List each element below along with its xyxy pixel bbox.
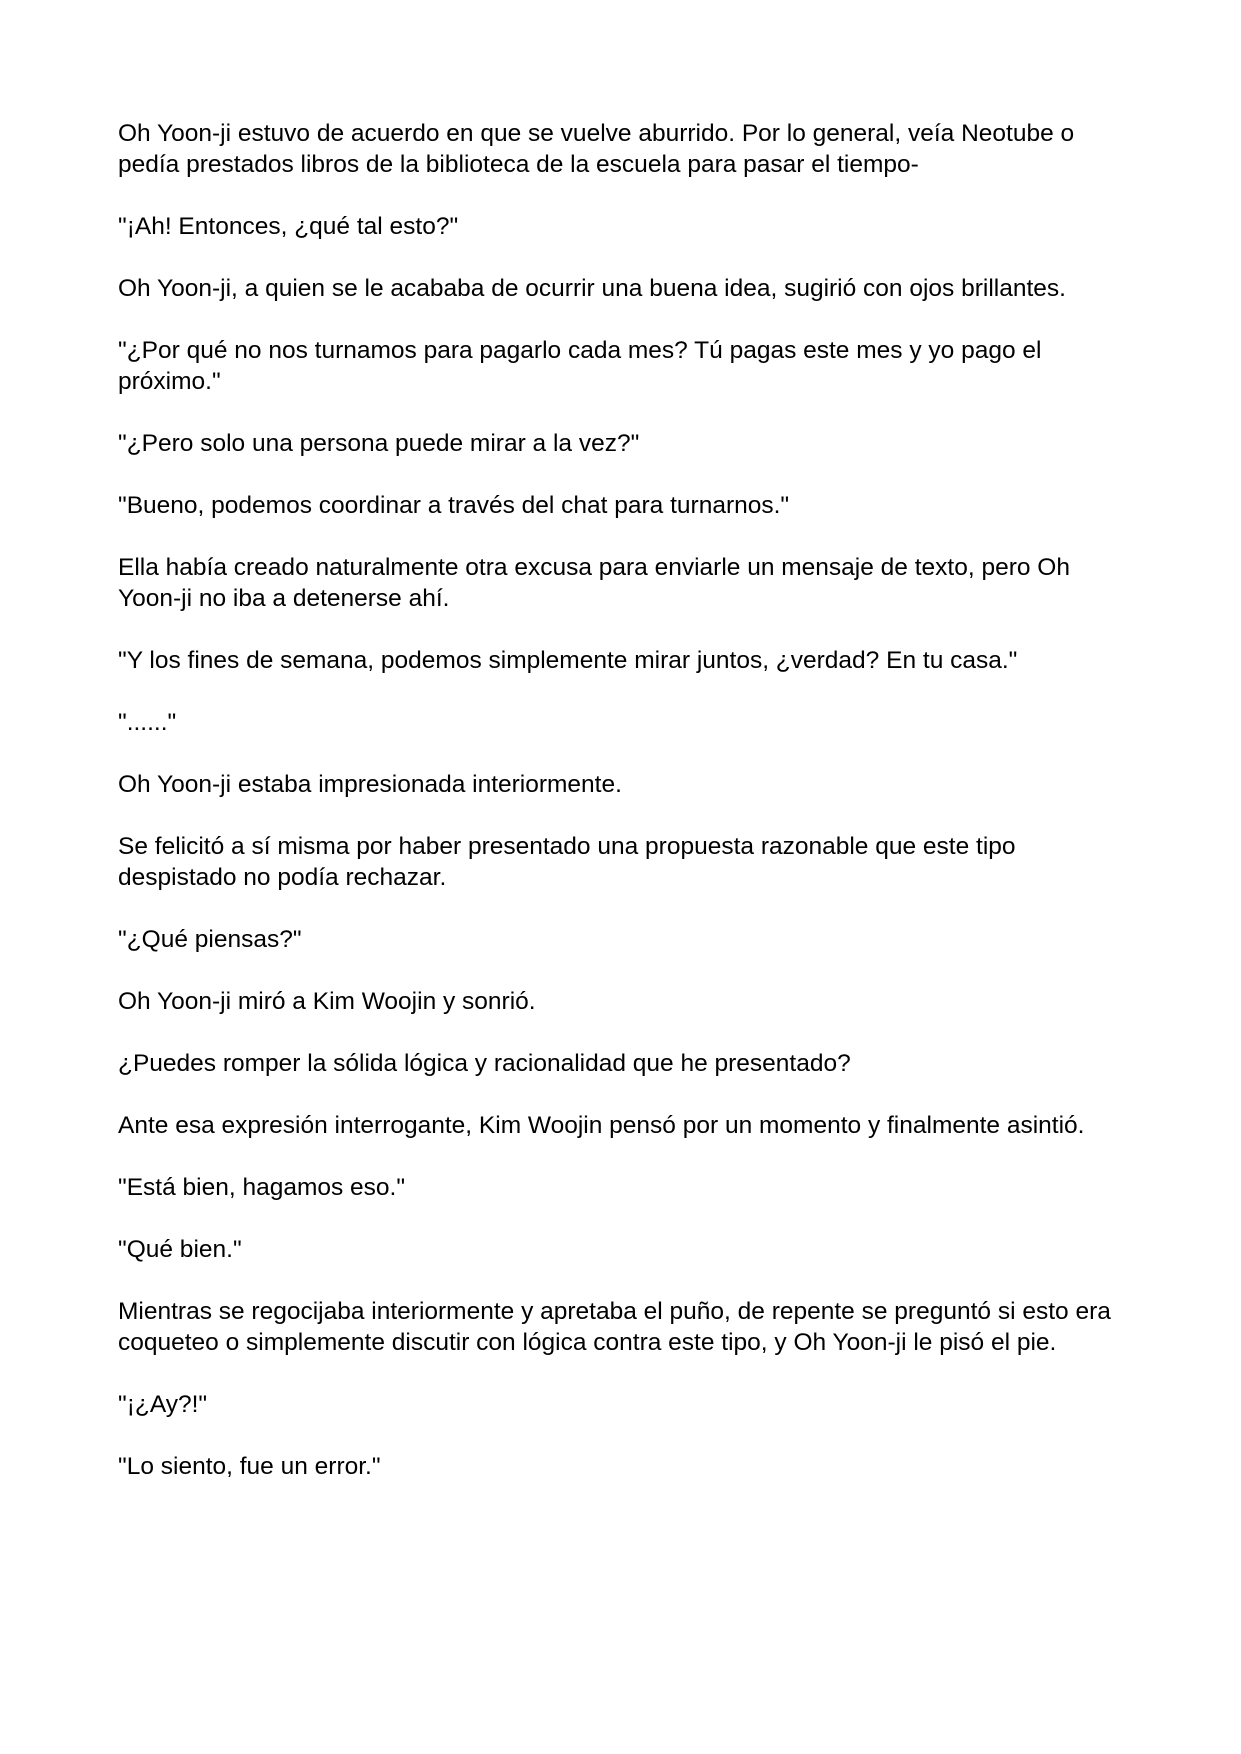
paragraph: "¿Qué piensas?" xyxy=(118,926,302,953)
paragraph: "Bueno, podemos coordinar a través del chat para turnarnos." xyxy=(118,492,790,519)
paragraph: Oh Yoon-ji estuvo de acuerdo en que se vuelve aburrido. Por lo general, veía Neotube o pedía prestados libros de la biblioteca de la escuela para pasar el tiempo- xyxy=(118,120,1075,178)
paragraph: "¿Pero solo una persona puede mirar a la vez?" xyxy=(118,430,640,457)
document-body xyxy=(118,118,1128,1513)
paragraph: "¿Por qué no nos turnamos para pagarlo cada mes? Tú pagas este mes y yo pago el próximo." xyxy=(118,337,1042,395)
paragraph: Ella había creado naturalmente otra excusa para enviarle un mensaje de texto, pero Oh Yoon-ji no iba a detenerse ahí. xyxy=(118,554,1070,612)
paragraph: Oh Yoon-ji, a quien se le acababa de ocurrir una buena idea, sugirió con ojos brillantes. xyxy=(118,275,1066,302)
paragraph: Mientras se regocijaba interiormente y apretaba el puño, de repente se preguntó si esto era coqueteo o simplemente discutir con lógica contra este tipo, y Oh Yoon-ji le pisó el pie. xyxy=(118,1298,1111,1356)
paragraph: "Y los fines de semana, podemos simplemente mirar juntos, ¿verdad? En tu casa." xyxy=(118,647,1018,674)
paragraph: Se felicitó a sí misma por haber presentado una propuesta razonable que este tipo despistado no podía rechazar. xyxy=(118,833,1016,891)
paragraph: "Qué bien." xyxy=(118,1236,242,1263)
paragraph: "......" xyxy=(118,709,177,736)
paragraph: "Está bien, hagamos eso." xyxy=(118,1174,406,1201)
paragraph: "Lo siento, fue un error." xyxy=(118,1453,381,1480)
paragraph: "¡Ah! Entonces, ¿qué tal esto?" xyxy=(118,213,459,240)
paragraph: ¿Puedes romper la sólida lógica y racionalidad que he presentado? xyxy=(118,1050,851,1077)
paragraph: Oh Yoon-ji estaba impresionada interiormente. xyxy=(118,771,622,798)
paragraph: Ante esa expresión interrogante, Kim Woojin pensó por un momento y finalmente asintió. xyxy=(118,1112,1085,1139)
paragraph: "¡¿Ay?!" xyxy=(118,1391,208,1418)
paragraph: Oh Yoon-ji miró a Kim Woojin y sonrió. xyxy=(118,988,536,1015)
